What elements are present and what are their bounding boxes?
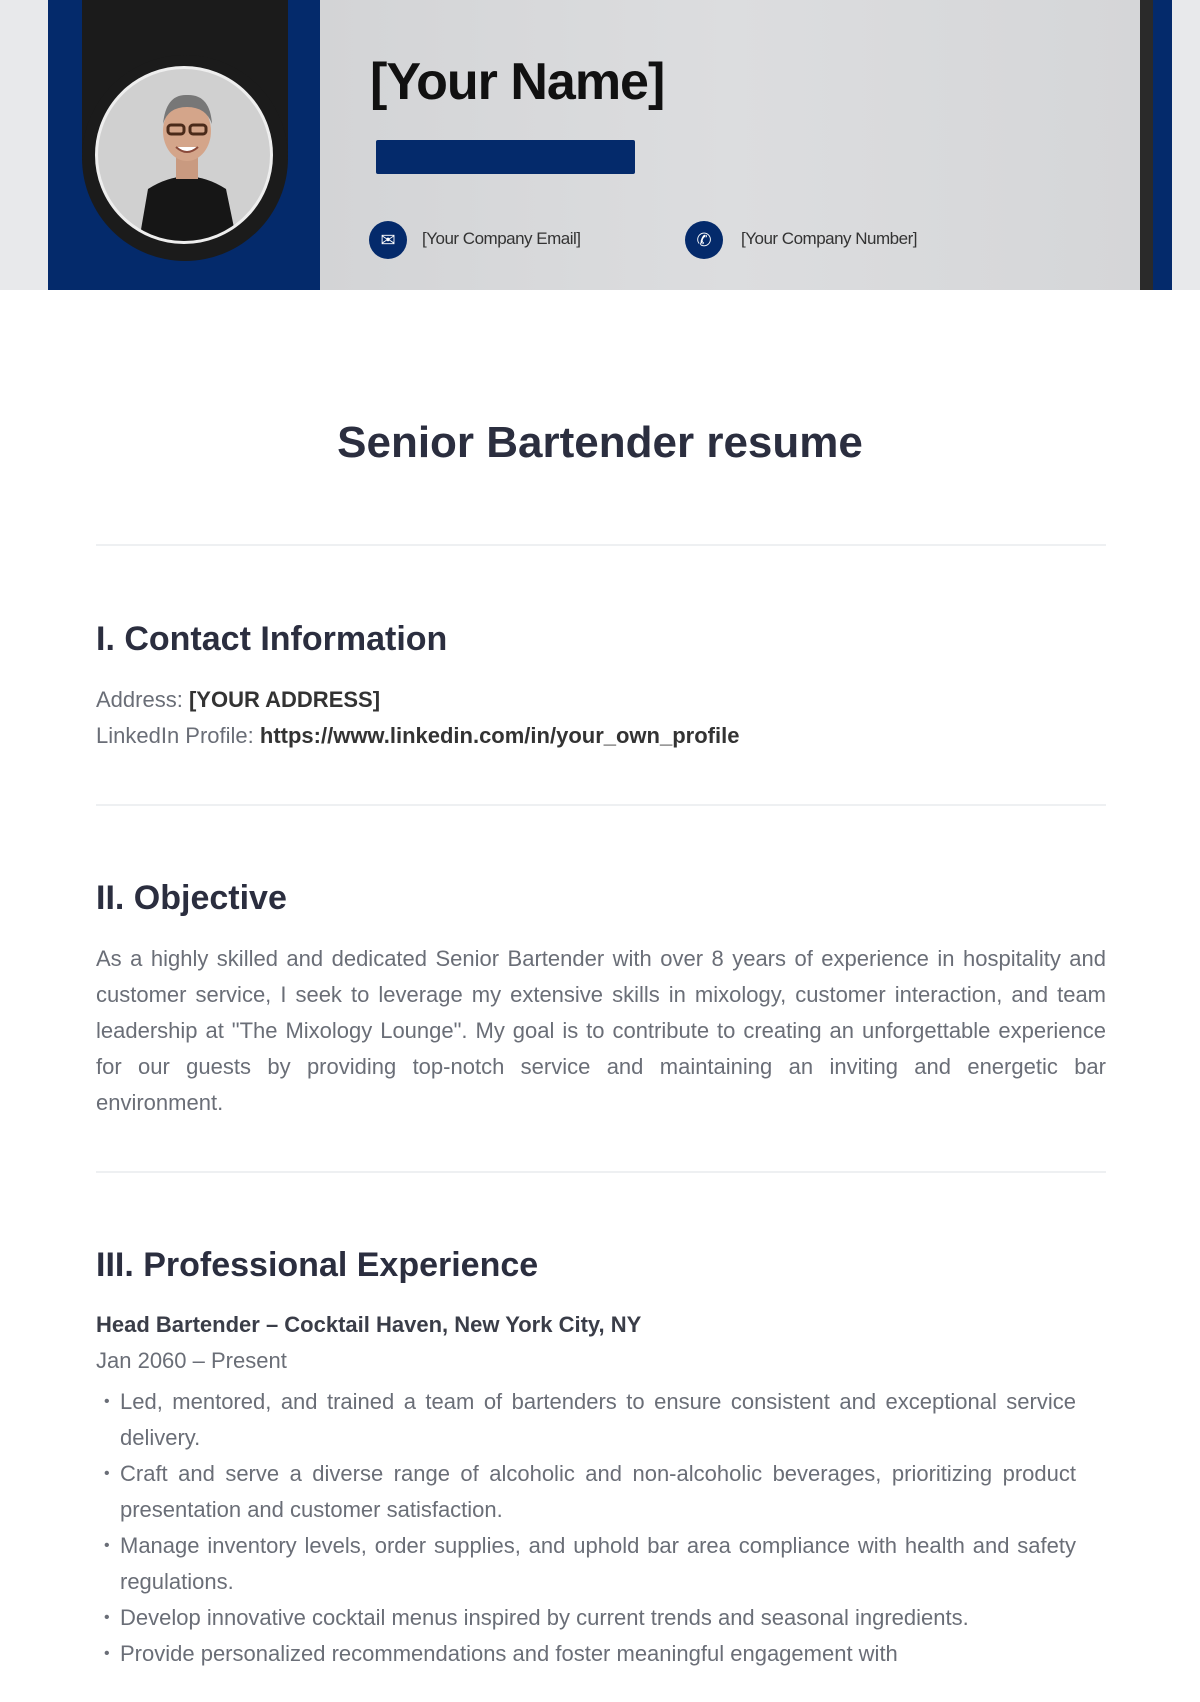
experience-heading: III. Professional Experience (96, 1246, 539, 1284)
linkedin-value[interactable]: https://www.linkedin.com/in/your_own_profile (259, 723, 740, 748)
job-title: Head Bartender – Cocktail Haven, New York City, NY (96, 1312, 642, 1337)
email-icon: ✉ (369, 221, 407, 259)
objective-heading: II. Objective (96, 879, 287, 917)
header-blue-stripe (1153, 0, 1172, 290)
name-accent-bar (376, 140, 635, 174)
linkedin-label: LinkedIn Profile: (96, 723, 254, 748)
list-item: • Provide personalized recommendations and foster meaningful engagement with (96, 1636, 1076, 1672)
address-label: Address: (96, 687, 183, 712)
list-item: • Led, mentored, and trained a team of bartenders to ensure consistent and exceptional service delivery. (96, 1384, 1076, 1456)
header-dark-stripe (1140, 0, 1153, 290)
company-email: [Your Company Email] (422, 229, 581, 248)
job-dates: Jan 2060 – Present (96, 1348, 287, 1373)
contact-heading: I. Contact Information (96, 620, 448, 658)
list-item: • Craft and serve a diverse range of alcoholic and non-alcoholic beverages, prioritizing product presentation and customer satisfaction. (96, 1456, 1076, 1528)
your-name: [Your Name] (370, 53, 665, 111)
job-bullets (96, 1384, 1076, 1672)
page-title: Senior Bartender resume (337, 418, 863, 467)
address-value: [YOUR ADDRESS] (188, 687, 381, 712)
phone-icon: ✆ (685, 221, 723, 259)
linkedin-line (96, 723, 739, 749)
company-number: [Your Company Number] (741, 229, 917, 248)
list-item: • Manage inventory levels, order supplies, and uphold bar area compliance with health and safety regulations. (96, 1528, 1076, 1600)
list-item: • Develop innovative cocktail menus inspired by current trends and seasonal ingredients. (96, 1600, 1076, 1636)
divider (96, 1171, 1106, 1173)
address-line (96, 687, 380, 713)
divider (96, 544, 1106, 546)
objective-text: As a highly skilled and dedicated Senior Bartender with over 8 years of experience in hospitality and customer service, I seek to leverage my extensive skills in mixology, customer interaction, and team leadership at "The Mixology Lounge". My goal is to contribute to creating an unforgettable experience for our guests by providing top-notch service and maintaining an inviting and energetic bar environment. (96, 946, 1106, 1115)
profile-photo (95, 66, 273, 244)
divider (96, 804, 1106, 806)
resume-header (0, 0, 1200, 290)
